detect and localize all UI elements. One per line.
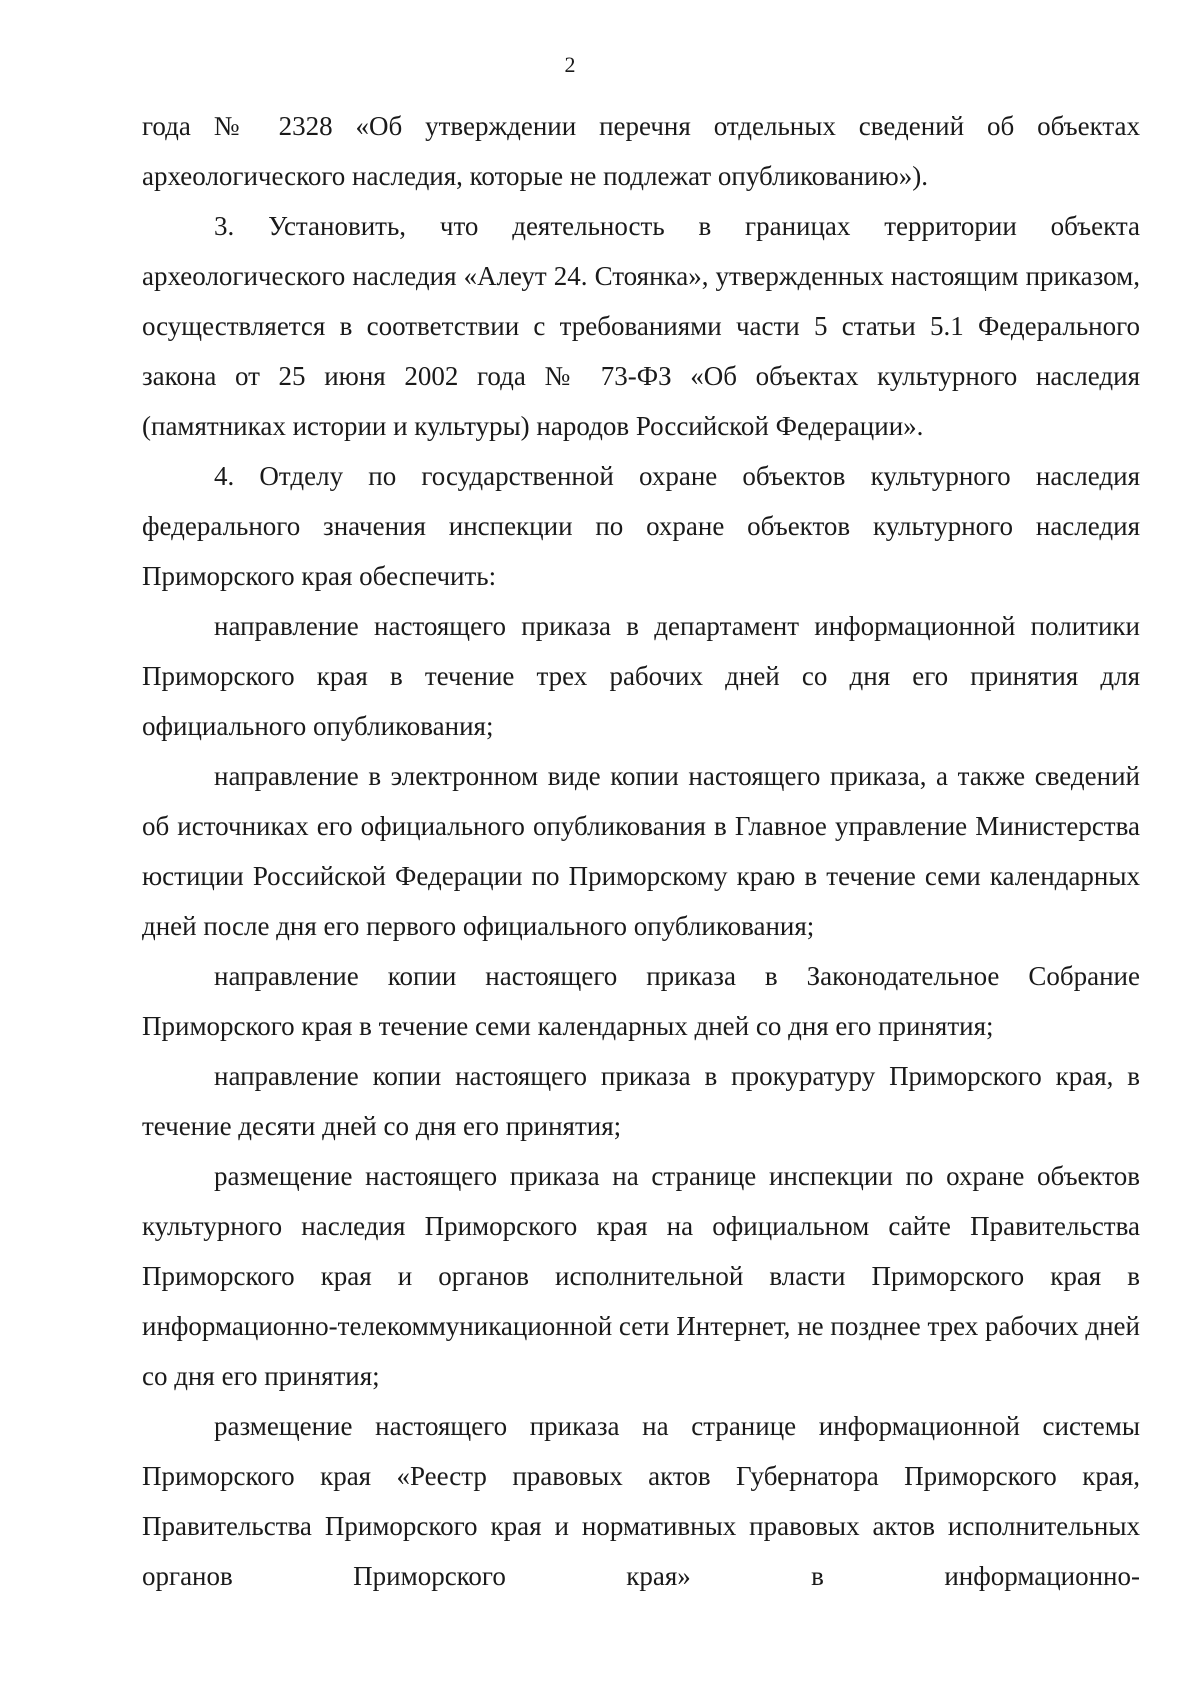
paragraph-item-4: 4. Отделу по государственной охране объектов культурного наследия федерального значения инспекции по охране объектов культурного наследия Приморского края обеспечить: — [142, 461, 1140, 591]
paragraph-subitem-legislative-assembly: направление копии настоящего приказа в Законодательное Собрание Приморского края в течение семи календарных дней со дня его принятия; — [142, 961, 1140, 1041]
page-number: 2 — [564, 52, 576, 77]
paragraph-subitem-ministry-justice: направление в электронном виде копии настоящего приказа, а также сведений об источниках его официального опубликования в Главное управление Министерства юстиции Российской Федерации по Приморскому краю в течение семи календарных дней после дня его первого официального опубликования; — [142, 761, 1140, 941]
paragraph-subitem-inspection-site: размещение настоящего приказа на странице инспекции по охране объектов культурного наследия Приморского края на официальном сайте Правительства Приморского края и органов исполнительной власти Приморского края в информационно-телекоммуникационной сети Интернет, не позднее трех рабочих дней со дня его принятия; — [142, 1161, 1140, 1391]
paragraph-subitem-publication: направление настоящего приказа в департамент информационной политики Приморского края в течение трех рабочих дней со дня его принятия для официального опубликования; — [142, 611, 1140, 741]
paragraph-subitem-registry: размещение настоящего приказа на странице информационной системы Приморского края «Реестр правовых актов Губернатора Приморского края, Правительства Приморского края и нормативных правовых актов исполнительных органов Приморского края» в информационно- — [142, 1411, 1140, 1591]
document-body — [142, 101, 1140, 1601]
paragraph-item-3: 3. Установить, что деятельность в границах территории объекта археологического наследия «Алеут 24. Стоянка», утвержденных настоящим приказом, осуществляется в соответствии с требованиями части 5 статьи 5.1 Федерального закона от 25 июня 2002 года № 73-ФЗ «Об объектах культурного наследия (памятниках истории и культуры) народов Российской Федерации». — [142, 211, 1140, 441]
paragraph-continuation: года № 2328 «Об утверждении перечня отдельных сведений об объектах археологического наследия, которые не подлежат опубликованию»). — [142, 111, 1140, 191]
paragraph-subitem-prosecutor: направление копии настоящего приказа в прокуратуру Приморского края, в течение десяти дней со дня его принятия; — [142, 1061, 1140, 1141]
